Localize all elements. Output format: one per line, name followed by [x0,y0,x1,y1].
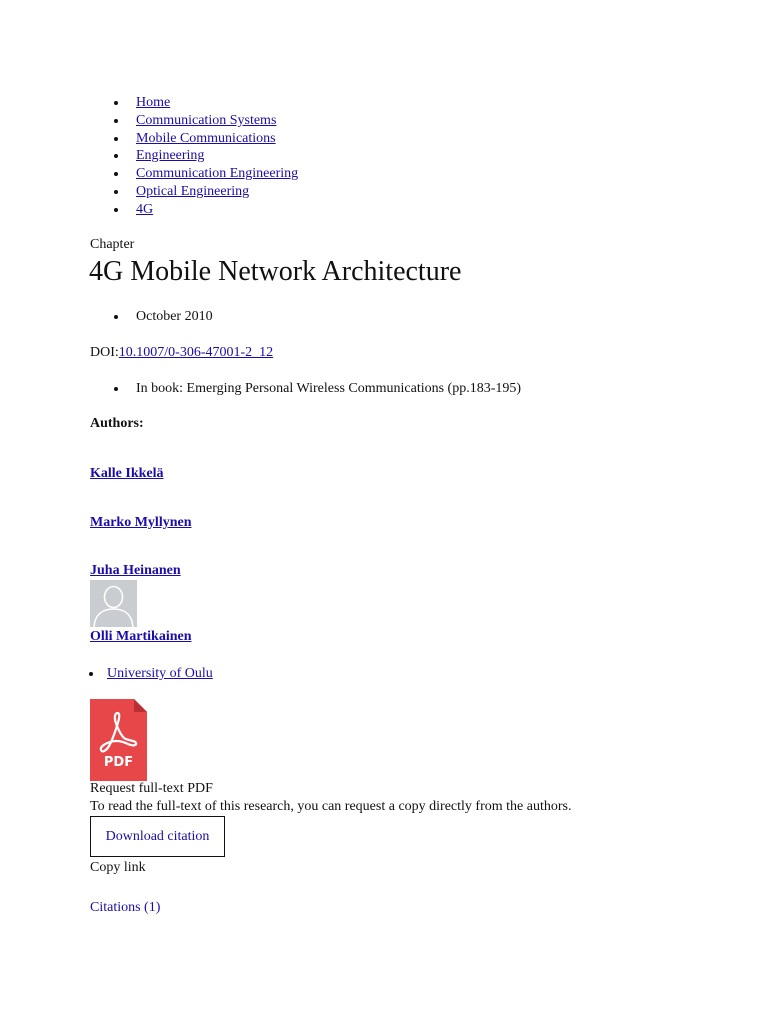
breadcrumb-item-4g [136,201,298,219]
breadcrumb-item-engineering [136,147,298,165]
fulltext-description: To read the full-text of this research, you can request a copy directly from the authors. [90,799,572,814]
author-link-kalle-ikkela[interactable]: Kalle Ikkelä [90,466,164,481]
breadcrumb-link-optical-engineering[interactable]: Optical Engineering [136,183,250,199]
breadcrumb-item-home [136,94,298,112]
breadcrumb-item-mobile-communications [136,130,298,148]
doi-label: DOI: [90,345,119,360]
breadcrumb-item-communication-engineering [136,165,298,183]
authors-heading: Authors: [90,416,144,431]
author-link-olli-martikainen[interactable]: Olli Martikainen [90,629,192,644]
user-silhouette-icon [90,580,137,627]
breadcrumb-link-communication-systems[interactable]: Communication Systems [136,112,277,128]
avatar[interactable] [90,580,137,627]
breadcrumb-item-optical-engineering [136,183,298,201]
affiliation-link[interactable]: University of Oulu [107,666,213,681]
author-link-juha-heinanen[interactable]: Juha Heinanen [90,563,181,578]
pdf-file-icon [90,699,147,781]
author-link-marko-myllynen[interactable]: Marko Myllynen [90,515,192,530]
breadcrumb-link-engineering[interactable]: Engineering [136,148,205,164]
publication-date: October 2010 [136,309,213,324]
pdf-icon-text: PDF [103,755,134,770]
pdf-icon[interactable] [90,699,147,781]
copy-link-button[interactable]: Copy link [90,860,146,875]
breadcrumb-link-home[interactable]: Home [136,95,171,110]
request-fulltext-label[interactable]: Request full-text PDF [90,781,213,796]
page-title: 4G Mobile Network Architecture [89,256,462,287]
publication-type-label: Chapter [90,237,135,252]
breadcrumb-item-communication-systems [136,112,298,130]
citations-tab[interactable]: Citations (1) [90,900,161,915]
doi-line [90,344,273,362]
breadcrumb-link-communication-engineering[interactable]: Communication Engineering [136,166,299,182]
affiliation-item [107,665,213,683]
breadcrumb-link-mobile-communications[interactable]: Mobile Communications [136,130,276,146]
download-citation-button[interactable]: Download citation [90,816,225,857]
breadcrumb [90,94,298,219]
breadcrumb-link-4g[interactable]: 4G [136,201,154,217]
book-info: In book: Emerging Personal Wireless Communications (pp.183-195) [136,381,522,396]
doi-link[interactable]: 10.1007/0-306-47001-2_12 [118,345,274,360]
